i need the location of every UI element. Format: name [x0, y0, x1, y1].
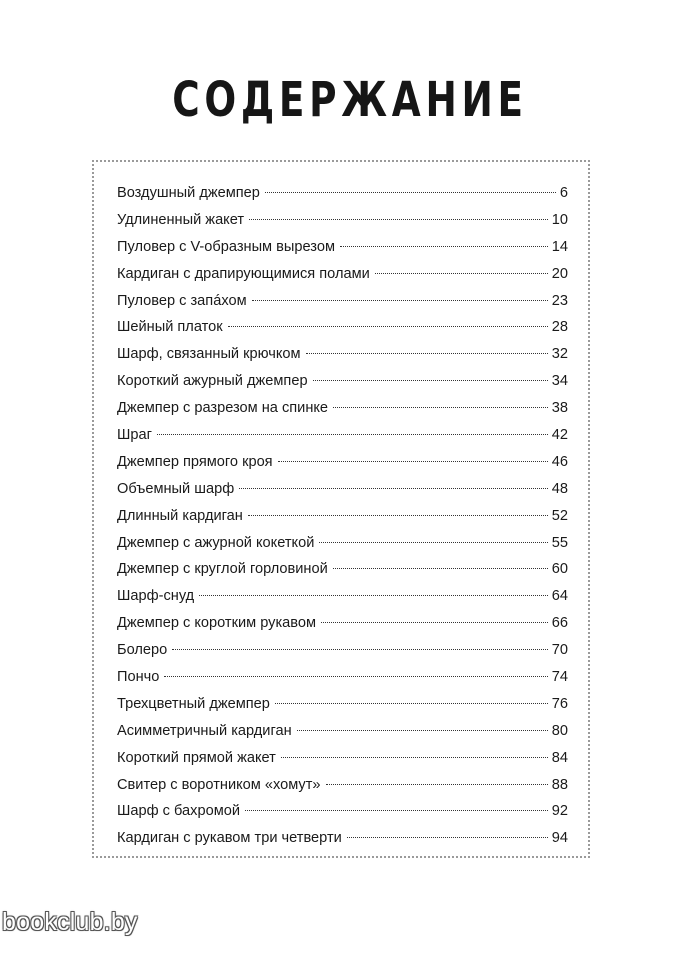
- toc-entry-page: 20: [551, 265, 568, 282]
- dot-leader: [333, 407, 548, 408]
- page-title: СОДЕРЖАНИЕ: [172, 72, 528, 128]
- dot-leader: [333, 568, 548, 569]
- toc-entry-title: Длинный кардиган: [117, 507, 243, 524]
- toc-entry-page: 80: [551, 722, 568, 739]
- toc-entry-title: Пуловер с V-образным вырезом: [117, 238, 335, 255]
- dot-leader: [248, 515, 548, 516]
- toc-entry-page: 42: [551, 427, 568, 444]
- toc-entry[interactable]: [117, 825, 568, 852]
- dot-leader: [172, 649, 548, 650]
- dot-leader: [157, 434, 548, 435]
- toc-entry-title: Джемпер прямого кроя: [117, 453, 273, 470]
- toc-entry[interactable]: [117, 341, 568, 368]
- toc-entry-title: Короткий ажурный джемпер: [117, 373, 308, 390]
- toc-entry[interactable]: [117, 503, 568, 530]
- toc-entry[interactable]: [117, 180, 568, 207]
- dot-leader: [239, 488, 548, 489]
- toc-entry[interactable]: [117, 234, 568, 261]
- toc-entry-page: 92: [551, 803, 568, 820]
- toc-entry[interactable]: [117, 530, 568, 557]
- toc-entry-title: Воздушный джемпер: [117, 185, 260, 201]
- toc-entry-title: Шарф, связанный крючком: [117, 346, 301, 363]
- toc-entry[interactable]: [117, 449, 568, 476]
- toc-entry-title: Трехцветный джемпер: [117, 695, 270, 712]
- toc-entry-page: 70: [551, 642, 568, 659]
- dot-leader: [375, 273, 548, 274]
- toc-entry-title: Джемпер с круглой горловиной: [117, 561, 328, 578]
- toc-entry[interactable]: [117, 395, 568, 422]
- toc-entry-page: 84: [551, 749, 568, 766]
- toc-entry-page: 55: [551, 534, 568, 551]
- toc-entry[interactable]: [117, 610, 568, 637]
- dot-leader: [319, 542, 547, 543]
- toc-entry[interactable]: [117, 798, 568, 825]
- toc-entry-title: Короткий прямой жакет: [117, 749, 276, 766]
- toc-entry[interactable]: [117, 772, 568, 799]
- toc-entry-title: Джемпер с ажурной кокеткой: [117, 534, 315, 551]
- toc-entry-page: 66: [551, 615, 568, 632]
- toc-entry-page: 10: [551, 211, 568, 228]
- toc-entry[interactable]: [117, 261, 568, 288]
- toc-entry-page: 74: [551, 669, 568, 686]
- dot-leader: [164, 676, 547, 677]
- dot-leader: [265, 192, 556, 193]
- toc-entry-page: 94: [551, 830, 568, 847]
- toc-entry[interactable]: [117, 207, 568, 234]
- dot-leader: [326, 784, 548, 785]
- watermark: bookclub.by: [2, 908, 138, 936]
- toc-entry[interactable]: [117, 745, 568, 772]
- toc-entry-title: Болеро: [117, 642, 168, 659]
- toc-entry-page: 48: [551, 480, 568, 497]
- toc-list: [117, 180, 568, 852]
- toc-entry-title: Объемный шарф: [117, 480, 235, 497]
- toc-entry-title: Джемпер с коротким рукавом: [117, 615, 317, 632]
- toc-entry-page: 34: [551, 373, 568, 390]
- toc-entry-title: Кардиган с рукавом три четверти: [117, 830, 342, 847]
- toc-entry-page: 60: [551, 561, 568, 578]
- toc-entry-title: Шейный платок: [117, 319, 223, 336]
- dot-leader: [306, 353, 548, 354]
- toc-entry-page: 14: [551, 238, 568, 255]
- dot-leader: [321, 622, 548, 623]
- toc-entry[interactable]: [117, 718, 568, 745]
- toc-entry-title: Пончо: [117, 669, 160, 686]
- toc-entry[interactable]: [117, 476, 568, 503]
- toc-entry[interactable]: [117, 664, 568, 691]
- dot-leader: [252, 300, 548, 301]
- toc-entry-title: Асимметричный кардиган: [117, 722, 292, 739]
- toc-entry[interactable]: [117, 368, 568, 395]
- toc-entry-page: 64: [551, 588, 568, 605]
- toc-entry-title: Кардиган с драпирующимися полами: [117, 265, 370, 282]
- dot-leader: [199, 595, 548, 596]
- toc-entry-title: Пуловер с запáхом: [117, 292, 247, 309]
- toc-entry-title: Шраг: [117, 427, 152, 444]
- toc-entry-page: 38: [551, 400, 568, 417]
- toc-entry-page: 46: [551, 453, 568, 470]
- toc-entry[interactable]: [117, 583, 568, 610]
- toc-entry-title: Свитер с воротником «хомут»: [117, 776, 321, 793]
- toc-entry[interactable]: [117, 691, 568, 718]
- dot-leader: [249, 219, 548, 220]
- dot-leader: [313, 380, 548, 381]
- dot-leader: [245, 810, 548, 811]
- toc-entry[interactable]: [117, 422, 568, 449]
- dot-leader: [340, 246, 548, 247]
- toc-entry[interactable]: [117, 314, 568, 341]
- dot-leader: [228, 326, 548, 327]
- toc-entry[interactable]: [117, 637, 568, 664]
- dot-leader: [278, 461, 548, 462]
- toc-entry-page: 6: [559, 185, 568, 201]
- dot-leader: [275, 703, 548, 704]
- toc-entry[interactable]: [117, 288, 568, 315]
- toc-entry-title: Джемпер с разрезом на спинке: [117, 400, 329, 417]
- toc-entry[interactable]: [117, 556, 568, 583]
- toc-entry-title: Шарф с бахромой: [117, 803, 240, 820]
- toc-entry-page: 32: [551, 346, 568, 363]
- toc-entry-title: Шарф-снуд: [117, 588, 195, 605]
- toc-entry-page: 76: [551, 695, 568, 712]
- toc-entry-title: Удлиненный жакет: [117, 211, 245, 228]
- dot-leader: [347, 837, 548, 838]
- dot-leader: [281, 757, 548, 758]
- toc-entry-page: 28: [551, 319, 568, 336]
- toc-entry-page: 52: [551, 507, 568, 524]
- toc-entry-page: 88: [551, 776, 568, 793]
- dot-leader: [297, 730, 548, 731]
- toc-entry-page: 23: [551, 292, 568, 309]
